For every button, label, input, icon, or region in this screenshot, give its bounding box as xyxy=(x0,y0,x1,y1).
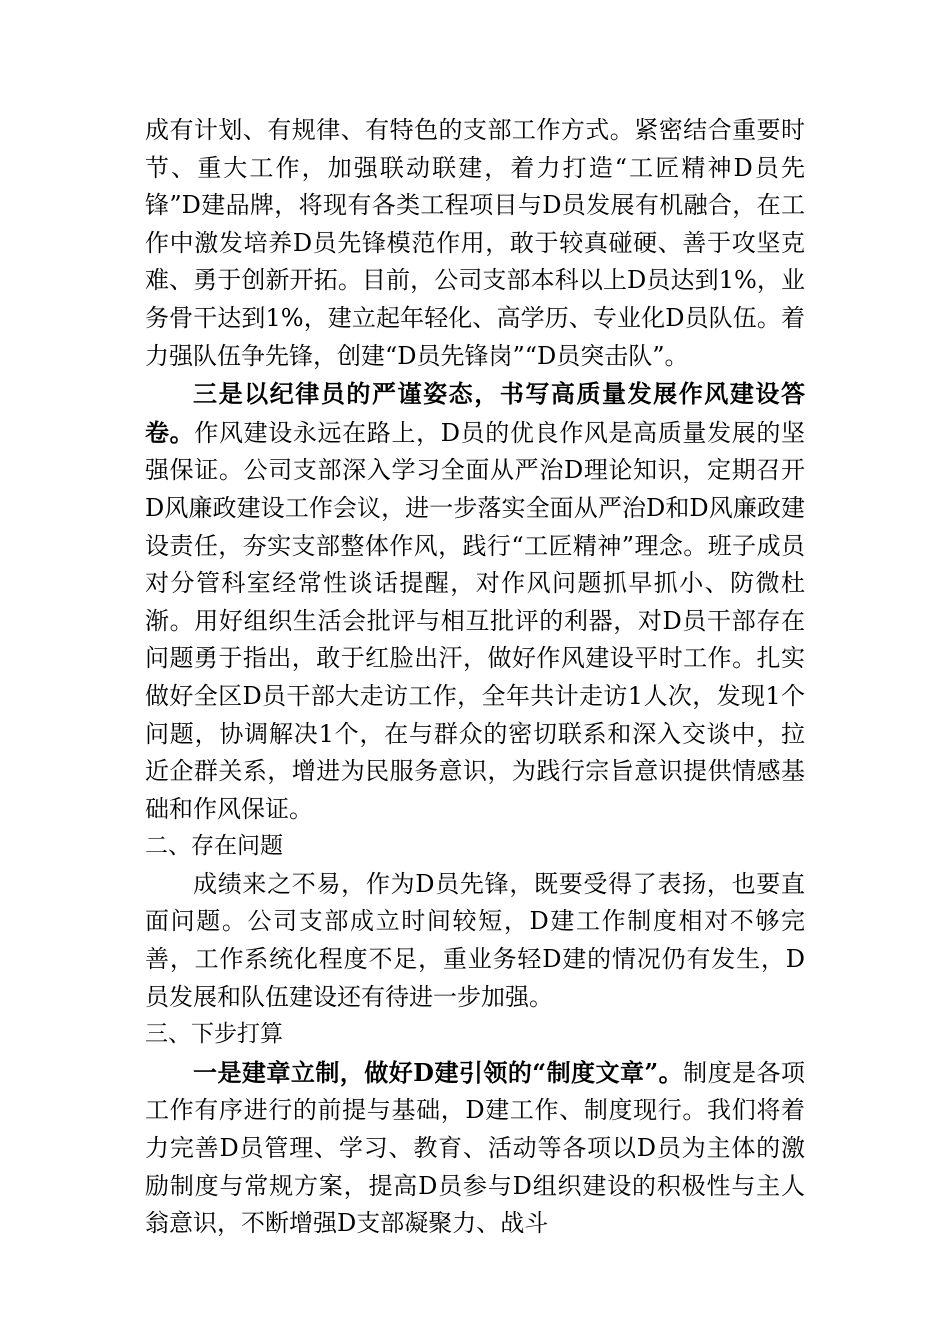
paragraph-lead-bold: 三是以纪律员的严谨姿态，书写高质量发展作风建设答卷。 xyxy=(145,379,805,447)
paragraph-continued xyxy=(145,112,805,375)
heading-text: 二、存在问题 xyxy=(145,833,283,860)
paragraph-plan-one xyxy=(145,1054,805,1243)
document-body xyxy=(145,112,805,1243)
heading-text: 三、下步打算 xyxy=(145,1021,283,1048)
paragraph-problems xyxy=(145,866,805,1016)
section-heading-plans xyxy=(145,1016,805,1054)
section-heading-problems xyxy=(145,828,805,866)
paragraph-text: 成绩来之不易，作为D员先锋，既要受得了表扬，也要直面问题。公司支部成立时间较短，D建工作制度相对不够完善，工作系统化程度不足，重业务轻D建的情况仍有发生，D员发展和队伍建设还有待进一步加强。 xyxy=(145,869,805,1011)
paragraph-text: 成有计划、有规律、有特色的支部工作方式。紧密结合重要时节、重大工作，加强联动联建，着力打造“工匠精神D员先锋”D建品牌，将现有各类工程项目与D员发展有机融合，在工作中激发培养D员先锋模范作用，敢于较真碰硬、善于攻坚克难、勇于创新开拓。目前，公司支部本科以上D员达到1%，业务骨干达到1%，建立起年轻化、高学历、专业化D员队伍。着力强队伍争先锋，创建“D员先锋岗”“D员突击队”。 xyxy=(145,116,805,370)
paragraph-lead-bold: 一是建章立制，做好D建引领的“制度文章”。 xyxy=(193,1057,684,1087)
paragraph-text: 作风建设永远在路上，D员的优良作风是高质量发展的坚强保证。公司支部深入学习全面从严治D理论知识，定期召开D风廉政建设工作会议，进一步落实全面从严治D和D风廉政建设责任，夯实支部整体作风，践行“工匠精神”理念。班子成员对分管科室经常性谈话提醒，对作风问题抓早抓小、防微杜渐。用好组织生活会批评与相互批评的利器，对D员干部存在问题勇于指出，敢于红脸出汗，做好作风建设平时工作。扎实做好全区D员干部大走访工作，全年共计走访1人次，发现1个问题，协调解决1个，在与群众的密切联系和深入交谈中，拉近企群关系，增进为民服务意识，为践行宗旨意识提供情感基础和作风保证。 xyxy=(145,418,805,823)
paragraph-text: 制度是各项工作有序进行的前提与基础，D建工作、制度现行。我们将着力完善D员管理、学习、教育、活动等各项以D员为主体的激励制度与常规方案，提高D员参与D组织建设的积极性与主人翁意识，不断增强D支部凝聚力、战斗 xyxy=(145,1058,806,1238)
paragraph-discipline-style xyxy=(145,375,805,828)
